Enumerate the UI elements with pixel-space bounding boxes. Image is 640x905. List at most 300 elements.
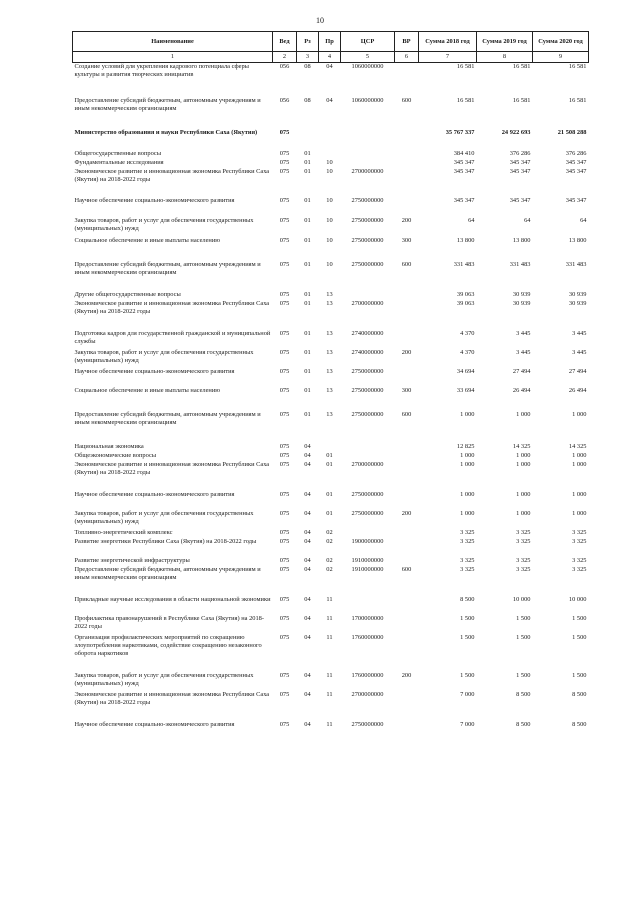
row-sum-2019: 3 325 (516, 529, 531, 536)
row-sum-2019: 14 325 (512, 443, 531, 450)
row-name: Министерство образования и науки Республики Саха (Якутия) (74, 129, 258, 136)
row-ved: 075 (279, 721, 290, 728)
row-rz: 01 (304, 291, 311, 298)
row-name: Национальная экономика (74, 443, 144, 450)
table-row (73, 451, 589, 460)
row-sum-2018: 33 694 (456, 387, 475, 394)
row-vr (395, 631, 419, 658)
row-sum-2018: 1 000 (460, 452, 475, 459)
row-pr: 13 (326, 300, 333, 307)
table-row (73, 707, 589, 737)
row-pr: 11 (326, 691, 333, 698)
row-name: Экономическое развитие и инновационная экономика Республики Саха (Якутия) на 2018-2022 годы (74, 691, 270, 706)
table-row (73, 365, 589, 384)
row-ved: 075 (279, 461, 290, 468)
row-pr: 02 (326, 557, 333, 564)
row-sum-2019: 27 494 (512, 368, 531, 375)
row-sum-2020: 3 325 (572, 557, 587, 564)
row-sum-2020: 21 508 288 (557, 129, 587, 136)
row-sum-2019: 13 800 (512, 237, 531, 244)
row-sum-2018: 3 325 (460, 557, 475, 564)
row-ved: 075 (279, 261, 290, 268)
row-sum-2018: 64 (468, 217, 475, 224)
row-rz: 04 (304, 691, 311, 698)
row-rz: 04 (304, 443, 311, 450)
row-ved: 075 (279, 387, 290, 394)
table-row (73, 582, 589, 612)
row-csr: 2750000000 (351, 411, 384, 418)
row-vr: 600 (401, 261, 412, 268)
row-csr: 2750000000 (351, 368, 384, 375)
row-vr (395, 460, 419, 477)
row-name: Предоставление субсидий бюджетным, автономным учреждениям и иным некоммерческим организациям (74, 261, 261, 276)
row-name: Развитие энергетической инфраструктуры (74, 557, 190, 564)
row-sum-2020: 1 500 (572, 634, 587, 641)
row-csr (341, 277, 395, 299)
row-sum-2019: 3 325 (516, 566, 531, 573)
table-row (73, 213, 589, 233)
row-name: Научное обеспечение социально-экономического развития (74, 491, 235, 498)
row-sum-2019: 345 347 (509, 168, 531, 175)
row-name: Закупка товаров, работ и услуг для обеспечения государственных (муниципальных) нужд (74, 217, 254, 232)
table-row (73, 113, 589, 145)
row-csr: 1760000000 (351, 672, 384, 679)
table-row (73, 688, 589, 707)
row-pr: 13 (326, 291, 333, 298)
column-number: 2 (273, 52, 297, 63)
row-vr: 200 (401, 349, 412, 356)
row-name: Экономическое развитие и инновационная экономика Республики Саха (Якутия) на 2018-2022 годы (74, 168, 270, 183)
row-ved: 075 (279, 691, 290, 698)
row-sum-2018: 1 000 (460, 461, 475, 468)
row-csr: 1060000000 (351, 97, 384, 104)
row-vr (395, 277, 419, 299)
table-row (73, 346, 589, 365)
row-sum-2018: 3 325 (460, 538, 475, 545)
table-row (73, 537, 589, 554)
row-sum-2018: 1 500 (460, 634, 475, 641)
row-pr: 04 (326, 63, 333, 70)
row-sum-2019: 1 000 (516, 461, 531, 468)
row-sum-2019: 24 922 693 (501, 129, 531, 136)
row-ved: 075 (279, 538, 290, 545)
row-csr: 2750000000 (351, 217, 384, 224)
row-csr (341, 451, 395, 460)
row-sum-2018: 3 325 (460, 566, 475, 573)
row-sum-2020: 1 000 (572, 491, 587, 498)
row-ved: 075 (279, 368, 290, 375)
table-row (73, 612, 589, 631)
header-ved: Вед (273, 32, 297, 52)
table-row (73, 477, 589, 507)
row-csr: 2740000000 (351, 349, 384, 356)
table-row (73, 658, 589, 688)
row-name: Прикладные научные исследования в области национальной экономики (74, 596, 271, 603)
row-sum-2020: 1 500 (572, 615, 587, 622)
row-sum-2018: 1 500 (460, 672, 475, 679)
header-name: Наименование (73, 32, 273, 52)
table-row (73, 277, 589, 299)
row-sum-2018: 7 000 (460, 721, 475, 728)
row-vr (395, 707, 419, 737)
row-sum-2018: 39 063 (456, 300, 475, 307)
row-vr (395, 451, 419, 460)
row-sum-2019: 10 000 (512, 596, 531, 603)
row-pr: 01 (326, 491, 333, 498)
row-vr (395, 167, 419, 184)
row-sum-2019: 26 494 (512, 387, 531, 394)
row-name: Экономическое развитие и инновационная экономика Республики Саха (Якутия) на 2018-2022 годы (74, 300, 270, 315)
row-sum-2018: 7 000 (460, 691, 475, 698)
row-sum-2018: 39 063 (456, 291, 475, 298)
row-rz: 04 (304, 461, 311, 468)
row-rz: 01 (304, 330, 311, 337)
row-vr (395, 299, 419, 316)
row-vr (395, 477, 419, 507)
row-sum-2018: 4 370 (460, 330, 475, 337)
table-row (73, 526, 589, 537)
row-sum-2020: 16 581 (568, 97, 587, 104)
row-sum-2018: 13 800 (456, 237, 475, 244)
row-sum-2018: 16 581 (456, 63, 475, 70)
row-rz: 01 (304, 237, 311, 244)
row-vr: 600 (401, 411, 412, 418)
table-header-row (73, 32, 589, 52)
row-name: Закупка товаров, работ и услуг для обеспечения государственных (муниципальных) нужд (74, 510, 254, 525)
row-ved: 075 (279, 557, 290, 564)
row-name: Закупка товаров, работ и услуг для обеспечения государственных (муниципальных) нужд (74, 672, 254, 687)
row-rz: 01 (304, 411, 311, 418)
row-name: Создание условий для укрепления кадрового потенциала сферы культуры и развития творческих инициатив (74, 63, 249, 78)
row-sum-2018: 1 500 (460, 615, 475, 622)
column-number: 1 (73, 52, 273, 63)
row-name: Подготовка кадров для государственной гражданской и муниципальной службы (74, 330, 271, 345)
row-pr: 11 (326, 672, 333, 679)
row-ved: 075 (279, 168, 290, 175)
row-pr: 13 (326, 349, 333, 356)
page-number: 10 (316, 16, 324, 25)
header-csr: ЦСР (341, 32, 395, 52)
row-sum-2018: 3 325 (460, 529, 475, 536)
row-rz: 04 (304, 452, 311, 459)
table-row (73, 507, 589, 526)
row-sum-2019: 64 (524, 217, 531, 224)
row-csr: 1060000000 (351, 63, 384, 70)
row-rz: 04 (304, 596, 311, 603)
row-ved: 075 (279, 510, 290, 517)
row-pr: 02 (326, 566, 333, 573)
header-rz: Рз (297, 32, 319, 52)
row-sum-2018: 35 767 337 (445, 129, 475, 136)
row-sum-2018: 1 000 (460, 510, 475, 517)
row-csr: 2750000000 (351, 387, 384, 394)
row-ved: 075 (279, 159, 290, 166)
table-row (73, 245, 589, 277)
header-sum-2018: Сумма 2018 год (419, 32, 477, 52)
row-name: Научное обеспечение социально-экономического развития (74, 368, 235, 375)
row-pr: 10 (326, 261, 333, 268)
row-pr: 11 (326, 721, 333, 728)
row-sum-2020: 8 500 (572, 691, 587, 698)
row-vr (395, 612, 419, 631)
row-ved: 075 (279, 452, 290, 459)
row-sum-2018: 345 347 (453, 168, 475, 175)
row-csr: 1700000000 (351, 615, 384, 622)
row-name: Профилактика правонарушений в Республике Саха (Якутия) на 2018-2022 годы (74, 615, 264, 630)
row-sum-2018: 12 825 (456, 443, 475, 450)
row-pr: 13 (326, 387, 333, 394)
row-ved: 075 (279, 566, 290, 573)
row-sum-2019: 16 581 (512, 63, 531, 70)
row-name: Общеэкономические вопросы (74, 452, 157, 459)
header-sum-2019: Сумма 2019 год (477, 32, 533, 52)
row-ved: 075 (279, 330, 290, 337)
table-row (73, 460, 589, 477)
row-csr: 2700000000 (351, 691, 384, 698)
row-csr (341, 427, 395, 451)
column-number: 8 (477, 52, 533, 63)
row-vr: 200 (401, 217, 412, 224)
row-rz: 04 (304, 566, 311, 573)
row-ved: 075 (279, 411, 290, 418)
row-sum-2019: 16 581 (512, 97, 531, 104)
row-vr: 200 (401, 510, 412, 517)
row-sum-2020: 376 286 (565, 150, 587, 157)
table-row (73, 427, 589, 451)
row-name: Экономическое развитие и инновационная экономика Республики Саха (Якутия) на 2018-2022 годы (74, 461, 270, 476)
row-vr (395, 316, 419, 346)
table-row (73, 565, 589, 582)
row-sum-2018: 16 581 (456, 97, 475, 104)
table-row (73, 631, 589, 658)
row-csr: 2700000000 (351, 300, 384, 307)
row-sum-2020: 27 494 (568, 368, 587, 375)
row-sum-2018: 331 483 (453, 261, 475, 268)
row-rz: 01 (304, 150, 311, 157)
row-rz: 04 (304, 634, 311, 641)
row-sum-2019: 1 500 (516, 615, 531, 622)
row-vr (395, 184, 419, 213)
row-sum-2019: 30 939 (512, 300, 531, 307)
row-rz: 08 (304, 63, 311, 70)
row-name: Социальное обеспечение и иные выплаты населению (74, 387, 221, 394)
row-sum-2019: 3 325 (516, 557, 531, 564)
row-sum-2019: 8 500 (516, 721, 531, 728)
row-ved: 075 (279, 529, 290, 536)
row-pr: 13 (326, 411, 333, 418)
row-csr: 2700000000 (351, 461, 384, 468)
row-vr (395, 158, 419, 167)
row-pr: 13 (326, 368, 333, 375)
row-vr: 300 (401, 237, 412, 244)
row-sum-2020: 1 000 (572, 461, 587, 468)
row-csr: 1760000000 (351, 634, 384, 641)
row-sum-2019: 1 000 (516, 411, 531, 418)
row-rz: 08 (304, 97, 311, 104)
row-sum-2020: 3 445 (572, 349, 587, 356)
row-name: Научное обеспечение социально-экономического развития (74, 721, 235, 728)
row-sum-2018: 34 694 (456, 368, 475, 375)
row-csr: 2750000000 (351, 237, 384, 244)
table-row (73, 554, 589, 565)
row-sum-2018: 8 500 (460, 596, 475, 603)
row-ved: 075 (279, 291, 290, 298)
row-sum-2018: 345 347 (453, 197, 475, 204)
row-rz: 04 (304, 529, 311, 536)
row-ved: 075 (279, 129, 290, 136)
column-number: 5 (341, 52, 395, 63)
row-pr: 02 (326, 538, 333, 545)
column-number-row (73, 52, 589, 63)
row-sum-2020: 30 939 (568, 300, 587, 307)
row-sum-2019: 3 445 (516, 330, 531, 337)
row-sum-2020: 3 445 (572, 330, 587, 337)
row-ved: 075 (279, 217, 290, 224)
row-pr: 10 (326, 159, 333, 166)
table-row (73, 299, 589, 316)
row-pr: 10 (326, 217, 333, 224)
row-sum-2019: 1 500 (516, 672, 531, 679)
row-sum-2020: 3 325 (572, 538, 587, 545)
row-sum-2020: 345 347 (565, 168, 587, 175)
row-pr: 01 (326, 461, 333, 468)
table-row (73, 158, 589, 167)
table-row (73, 233, 589, 245)
row-pr: 11 (326, 596, 333, 603)
row-vr (395, 145, 419, 158)
row-name: Другие общегосударственные вопросы (74, 291, 181, 298)
row-rz (297, 113, 319, 145)
row-rz: 04 (304, 557, 311, 564)
row-rz: 01 (304, 159, 311, 166)
row-vr: 600 (401, 97, 412, 104)
header-sum-2020: Сумма 2020 год (533, 32, 589, 52)
row-pr: 10 (326, 237, 333, 244)
row-sum-2019: 1 000 (516, 510, 531, 517)
row-sum-2020: 1 000 (572, 510, 587, 517)
row-sum-2019: 376 286 (509, 150, 531, 157)
row-ved: 056 (279, 63, 290, 70)
row-pr: 11 (326, 615, 333, 622)
row-pr (319, 427, 341, 451)
row-rz: 01 (304, 168, 311, 175)
row-sum-2019: 3 445 (516, 349, 531, 356)
row-name: Фундаментальные исследования (74, 159, 164, 166)
row-vr: 600 (401, 566, 412, 573)
row-rz: 01 (304, 349, 311, 356)
row-sum-2019: 331 483 (509, 261, 531, 268)
table-row (73, 384, 589, 395)
row-vr: 200 (401, 672, 412, 679)
row-csr (341, 582, 395, 612)
row-rz: 01 (304, 261, 311, 268)
row-sum-2019: 345 347 (509, 159, 531, 166)
row-sum-2020: 16 581 (568, 63, 587, 70)
column-number: 3 (297, 52, 319, 63)
row-sum-2020: 8 500 (572, 721, 587, 728)
row-sum-2020: 10 000 (568, 596, 587, 603)
row-name: Предоставление субсидий бюджетным, автономным учреждениям и иным некоммерческим организациям (74, 411, 261, 426)
table-body (73, 63, 589, 738)
row-rz: 04 (304, 615, 311, 622)
row-sum-2019: 8 500 (516, 691, 531, 698)
row-rz: 04 (304, 510, 311, 517)
row-ved: 075 (279, 349, 290, 356)
row-vr (395, 526, 419, 537)
row-sum-2018: 1 000 (460, 411, 475, 418)
row-ved: 075 (279, 491, 290, 498)
row-csr (341, 158, 395, 167)
row-csr: 2700000000 (351, 168, 384, 175)
row-vr (395, 365, 419, 384)
row-csr: 1910000000 (351, 557, 384, 564)
row-rz: 01 (304, 197, 311, 204)
row-vr (395, 113, 419, 145)
row-rz: 01 (304, 368, 311, 375)
row-pr: 10 (326, 168, 333, 175)
row-sum-2020: 1 000 (572, 452, 587, 459)
row-sum-2019: 1 500 (516, 634, 531, 641)
header-vr: ВР (395, 32, 419, 52)
row-csr (341, 526, 395, 537)
row-sum-2020: 331 483 (565, 261, 587, 268)
column-number: 9 (533, 52, 589, 63)
row-name: Предоставление субсидий бюджетным, автономным учреждениям и иным некоммерческим организациям (74, 97, 261, 112)
row-ved: 075 (279, 150, 290, 157)
row-ved: 075 (279, 634, 290, 641)
row-rz: 04 (304, 491, 311, 498)
row-csr: 2750000000 (351, 491, 384, 498)
row-ved: 056 (279, 97, 290, 104)
row-csr: 2750000000 (351, 197, 384, 204)
table-row (73, 63, 589, 88)
row-sum-2019: 1 000 (516, 491, 531, 498)
row-pr: 11 (326, 634, 333, 641)
row-rz: 01 (304, 217, 311, 224)
row-sum-2020: 13 800 (568, 237, 587, 244)
row-csr: 2750000000 (351, 721, 384, 728)
row-vr: 300 (401, 387, 412, 394)
table-row (73, 145, 589, 158)
row-name: Общегосударственные вопросы (74, 150, 162, 157)
row-sum-2020: 345 347 (565, 197, 587, 204)
row-ved: 075 (279, 596, 290, 603)
row-sum-2019: 3 325 (516, 538, 531, 545)
row-sum-2020: 30 939 (568, 291, 587, 298)
table-row (73, 87, 589, 113)
row-sum-2020: 26 494 (568, 387, 587, 394)
row-csr: 2740000000 (351, 330, 384, 337)
table-row (73, 167, 589, 184)
row-pr: 13 (326, 330, 333, 337)
row-pr: 01 (326, 452, 333, 459)
row-name: Топливно-энергетический комплекс (74, 529, 173, 536)
row-pr: 02 (326, 529, 333, 536)
row-vr (395, 582, 419, 612)
row-pr: 04 (326, 97, 333, 104)
header-pr: Пр (319, 32, 341, 52)
row-vr (395, 63, 419, 88)
row-name: Социальное обеспечение и иные выплаты населению (74, 237, 221, 244)
row-sum-2020: 14 325 (568, 443, 587, 450)
row-csr (341, 145, 395, 158)
row-pr (319, 145, 341, 158)
row-sum-2020: 64 (580, 217, 587, 224)
column-number: 4 (319, 52, 341, 63)
row-vr (395, 537, 419, 554)
table-row (73, 395, 589, 427)
table-row (73, 184, 589, 213)
